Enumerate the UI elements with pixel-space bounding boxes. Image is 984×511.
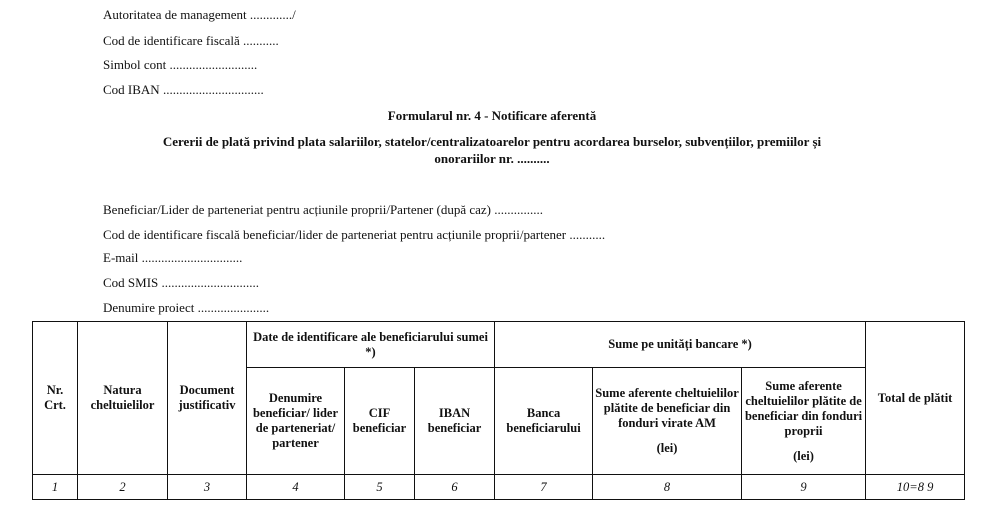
column-number: 3: [168, 475, 247, 500]
header-nr-crt: Nr. Crt.: [33, 322, 78, 475]
header-field-fiscal-code: Cod de identificare fiscală ...........: [103, 33, 279, 48]
header-sume-fonduri-am-label: Sume aferente cheltuielilor plătite de beneficiar din fonduri virate AM: [595, 386, 739, 430]
header-sume-fonduri-proprii: [742, 368, 866, 475]
header-natura-cheltuielilor: Natura cheltuielilor: [78, 322, 168, 475]
header-document-justificativ: Document justificativ: [168, 322, 247, 475]
header-total-de-platit: Total de plătit: [866, 322, 965, 475]
column-number: 2: [78, 475, 168, 500]
column-number: 6: [415, 475, 495, 500]
header-field-iban: Cod IBAN ...............................: [103, 82, 264, 97]
header-banca-beneficiarului: Banca beneficiarului: [495, 368, 593, 475]
header-sume-fonduri-proprii-unit: (lei): [793, 448, 814, 463]
beneficiary-field-email: E-mail ...............................: [103, 250, 243, 265]
column-number: 7: [495, 475, 593, 500]
beneficiary-field-project: Denumire proiect ......................: [103, 300, 270, 315]
header-iban-beneficiar: IBAN beneficiar: [415, 368, 495, 475]
header-sume-fonduri-proprii-label: Sume aferente cheltuielilor plătite de beneficiar din fonduri proprii: [744, 378, 863, 438]
form-title: Formularul nr. 4 - Notificare aferentă: [387, 108, 597, 123]
header-group-identificare: Date de identificare ale beneficiarului sumei *): [247, 322, 495, 368]
header-cif-beneficiar: CIF beneficiar: [345, 368, 415, 475]
column-number: 9: [742, 475, 866, 500]
column-number: 8: [593, 475, 742, 500]
header-sume-fonduri-am: [593, 368, 742, 475]
column-number: 10=8 9: [866, 475, 965, 500]
header-denumire-beneficiar: Denumire beneficiar/ lider de parteneriat/ partener: [247, 368, 345, 475]
payment-table: [32, 321, 965, 500]
beneficiary-field-smis: Cod SMIS ..............................: [103, 275, 260, 290]
header-group-sume: Sume pe unități bancare *): [495, 322, 866, 368]
header-field-management-authority: Autoritatea de management ............./: [103, 7, 296, 22]
column-number: 4: [247, 475, 345, 500]
form-subtitle-line1: Cererii de plată privind plata salariilor, statelor/centralizatoarelor pentru acordarea burselor, subvențiilor, premiilor și: [162, 134, 822, 149]
beneficiary-field-fiscal-code: Cod de identificare fiscală beneficiar/lider de parteneriat pentru acțiunile proprii/partener ...........: [103, 227, 606, 242]
beneficiary-field-name: Beneficiar/Lider de parteneriat pentru acțiunile proprii/Partener (după caz) ...............: [103, 202, 544, 217]
header-field-account-symbol: Simbol cont ...........................: [103, 57, 258, 72]
form-subtitle-line2: onorariilor nr. ..........: [434, 151, 550, 166]
header-sume-fonduri-am-unit: (lei): [656, 441, 678, 455]
column-number: 5: [345, 475, 415, 500]
column-number: 1: [33, 475, 78, 500]
